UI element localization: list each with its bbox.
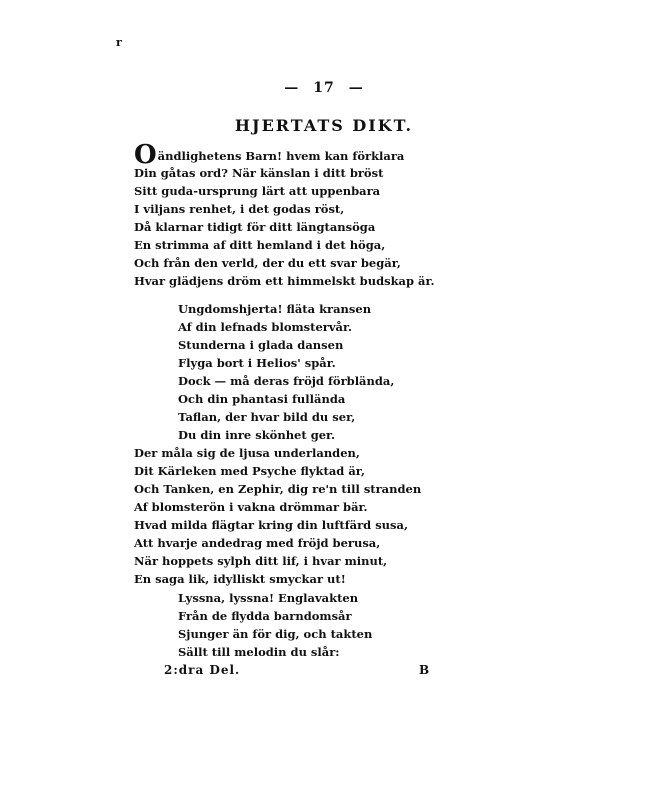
poem-line: Och din phantasi fullända [178,392,346,406]
stray-mark: r [116,36,122,49]
poem-line: Ungdomshjerta! fläta kransen [178,302,372,316]
page-number-value: 17 [313,80,335,96]
poem-line [134,140,435,170]
sheet-letter: B [419,663,430,677]
page-number [0,80,648,96]
poem-line: Flyga bort i Helios' spår. [178,356,336,370]
poem-line: Sjunger än för dig, och takten [178,627,373,641]
poem-title: HJERTATS DIKT. [234,116,414,135]
poem-line: Taflan, der hvar bild du ser, [178,410,356,424]
poem-line: Från de flydda barndomsår [178,609,352,623]
poem-line: Af din lefnads blomstervår. [178,320,352,334]
stanza-1 [134,140,435,290]
poem-line: Dock — må deras fröjd förblända, [178,374,395,388]
poem-line: Af blomsterön i vakna drömmar bär. [134,500,368,514]
drop-cap: O [134,140,157,170]
stanza-3 [134,444,421,588]
page-number-dash-right: — [348,80,364,96]
poem-line: I viljans renhet, i det godas röst, [134,202,345,216]
poem-line: Att hvarje andedrag med fröjd berusa, [134,536,381,550]
poem-line: När hoppets sylph ditt lif, i hvar minut, [134,554,388,568]
stanza-2 [178,300,394,444]
poem-line: Sitt guda-ursprung lärt att uppenbara [134,184,381,198]
poem-line: Du din inre skönhet ger. [178,428,336,442]
poem-line: Dit Kärleken med Psyche flyktad är, [134,464,366,478]
poem-line: Der måla sig de ljusa underlanden, [134,446,360,460]
poem-line: Stunderna i glada dansen [178,338,344,352]
printer-signature: 2:dra Del. [164,663,241,677]
poem-line: Då klarnar tidigt för ditt längtansöga [134,220,376,234]
poem-line: En saga lik, idylliskt smyckar ut! [134,572,346,586]
poem-line: Lyssna, lyssna! Englavakten [178,591,359,605]
poem-line: Sällt till melodin du slår: [178,645,340,659]
poem-line: En strimma af ditt hemland i det höga, [134,238,386,252]
poem-line: Hvad milda flägtar kring din luftfärd susa, [134,518,408,532]
poem-line: Din gåtas ord? När känslan i ditt bröst [134,166,384,180]
poem-line: Hvar glädjens dröm ett himmelskt budskap är. [134,274,435,288]
poem-line: Och Tanken, en Zephir, dig re'n till stranden [134,482,422,496]
poem-line-text: ändlighetens Barn! hvem kan förklara [157,149,405,163]
stanza-4 [178,589,372,661]
page-number-dash-left: — [284,80,300,96]
poem-line: Och från den verld, der du ett svar begär, [134,256,401,270]
